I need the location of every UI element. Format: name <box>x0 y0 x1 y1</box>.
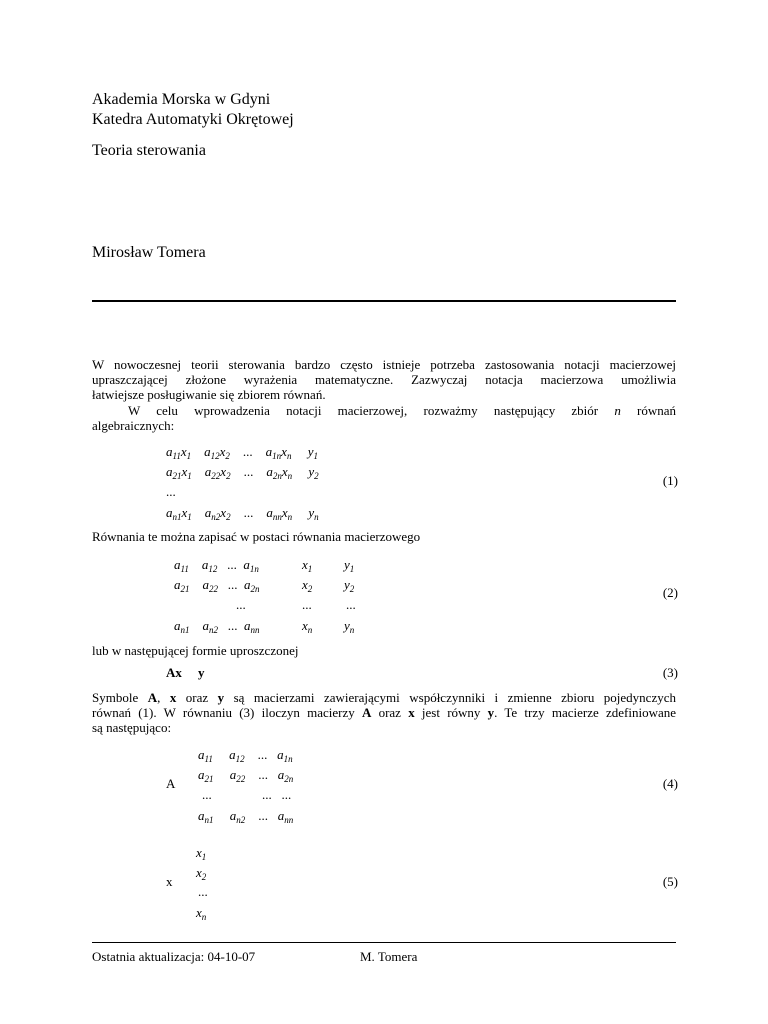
third-line-2: równań (1). W równaniu (3) iloczyn macierzy A oraz x jest równy y. Te trzy macierze zdefiniowane <box>92 705 677 720</box>
eq5-row-3: ... <box>198 884 208 899</box>
eq2-ydots: ... <box>346 597 356 612</box>
text-after-eq1: Równania te można zapisać w postaci równania macierzowego <box>92 529 421 544</box>
eq3-number: (3) <box>662 665 678 680</box>
course-title: Teoria sterowania <box>92 142 206 159</box>
eq5-label: x <box>166 874 173 889</box>
intro-line-2: upraszczającej złożone wyrażenia matematyczne. Zazwyczaj notacja macierzowa umożliwia <box>92 372 676 387</box>
eq5-number: (5) <box>662 874 678 889</box>
eq4-row-3: ... <box>202 787 212 802</box>
second-line-2: algebraicznych: <box>92 418 175 433</box>
department-name: Katedra Automatyki Okrętowej <box>92 111 294 128</box>
second-line-1: W celu wprowadzenia notacji macierzowej, rozważmy następujący zbiór n równań <box>128 403 677 418</box>
eq2-row-2: $a_{21}$ $a_{22}$ ... $a_{2n}$ <box>174 577 260 594</box>
eq5-row-4: $x_n$ <box>196 905 207 922</box>
eq2-xdots: ... <box>302 597 312 612</box>
eq4-row-2: $a_{21}$ $a_{22}$ ... $a_{2n}$ <box>198 767 294 784</box>
second-paragraph <box>92 403 676 433</box>
eq5-row-2: $x_2$ <box>196 865 207 882</box>
eq1-row-3: ... <box>166 484 176 499</box>
third-line-1: Symbole A, x oraz y są macierzami zawierającymi współczynniki i zmienne zbioru pojedynczych <box>92 690 676 705</box>
institution-name: Akademia Morska w Gdyni <box>92 91 271 108</box>
eq2-number: (2) <box>662 585 678 600</box>
eq2-x2: $x_2$ <box>302 577 313 594</box>
eq4-row-1: $a_{11}$ $a_{12}$ ... $a_{1n}$ <box>198 747 293 764</box>
var-n: n <box>614 403 621 418</box>
footer-updated: Ostatnia aktualizacja: 04-10-07 <box>92 949 256 964</box>
third-paragraph <box>92 690 676 735</box>
eq2-row-1: $a_{11}$ $a_{12}$ ... $a_{1n}$ <box>174 557 259 574</box>
eq3-lhs: Ax <box>166 665 182 680</box>
eq5-row-1: $x_1$ <box>196 845 207 862</box>
eq1-row-2: $a_{21}x_1$ $a_{22}x_2$ ... $a_{2n}x_n$ $y_2$ <box>166 464 319 481</box>
eq4-number: (4) <box>662 776 678 791</box>
eq2-y1: $y_1$ <box>344 557 355 574</box>
eq4-row-3b: ... ... <box>262 787 292 802</box>
text-after-eq2: lub w następującej formie uproszczonej <box>92 643 299 658</box>
eq2-row-4: $a_{n1}$ $a_{n2}$ ... $a_{nn}$ <box>174 618 260 635</box>
footer-author: M. Tomera <box>360 949 418 964</box>
intro-line-3: łatwiejsze posługiwanie się zbiorem równań. <box>92 387 326 402</box>
intro-paragraph <box>92 357 676 402</box>
third-line-3: są następująco: <box>92 720 172 735</box>
eq4-label: A <box>166 776 176 791</box>
intro-line-1: W nowoczesnej teorii sterowania bardzo często istnieje potrzeba zastosowania notacji macierzowej <box>92 357 676 372</box>
eq2-x1: $x_1$ <box>302 557 313 574</box>
eq2-row-3: ... <box>236 597 246 612</box>
eq2-y2: $y_2$ <box>344 577 355 594</box>
eq1-row-1: $a_{11}x_1$ $a_{12}x_2$ ... $a_{1n}x_n$ $y_1$ <box>166 444 318 461</box>
eq1-row-4: $a_{n1}x_1$ $a_{n2}x_2$ ... $a_{nn}x_n$ $y_n$ <box>166 505 319 522</box>
eq4-row-4: $a_{n1}$ $a_{n2}$ ... $a_{nn}$ <box>198 808 294 825</box>
eq2-xn: $x_n$ <box>302 618 313 635</box>
header-divider <box>92 300 676 302</box>
footer-divider <box>92 942 676 943</box>
eq1-number: (1) <box>662 473 678 488</box>
eq2-yn: $y_n$ <box>344 618 355 635</box>
eq3-rhs: y <box>198 665 205 680</box>
author-name: Mirosław Tomera <box>92 244 206 261</box>
